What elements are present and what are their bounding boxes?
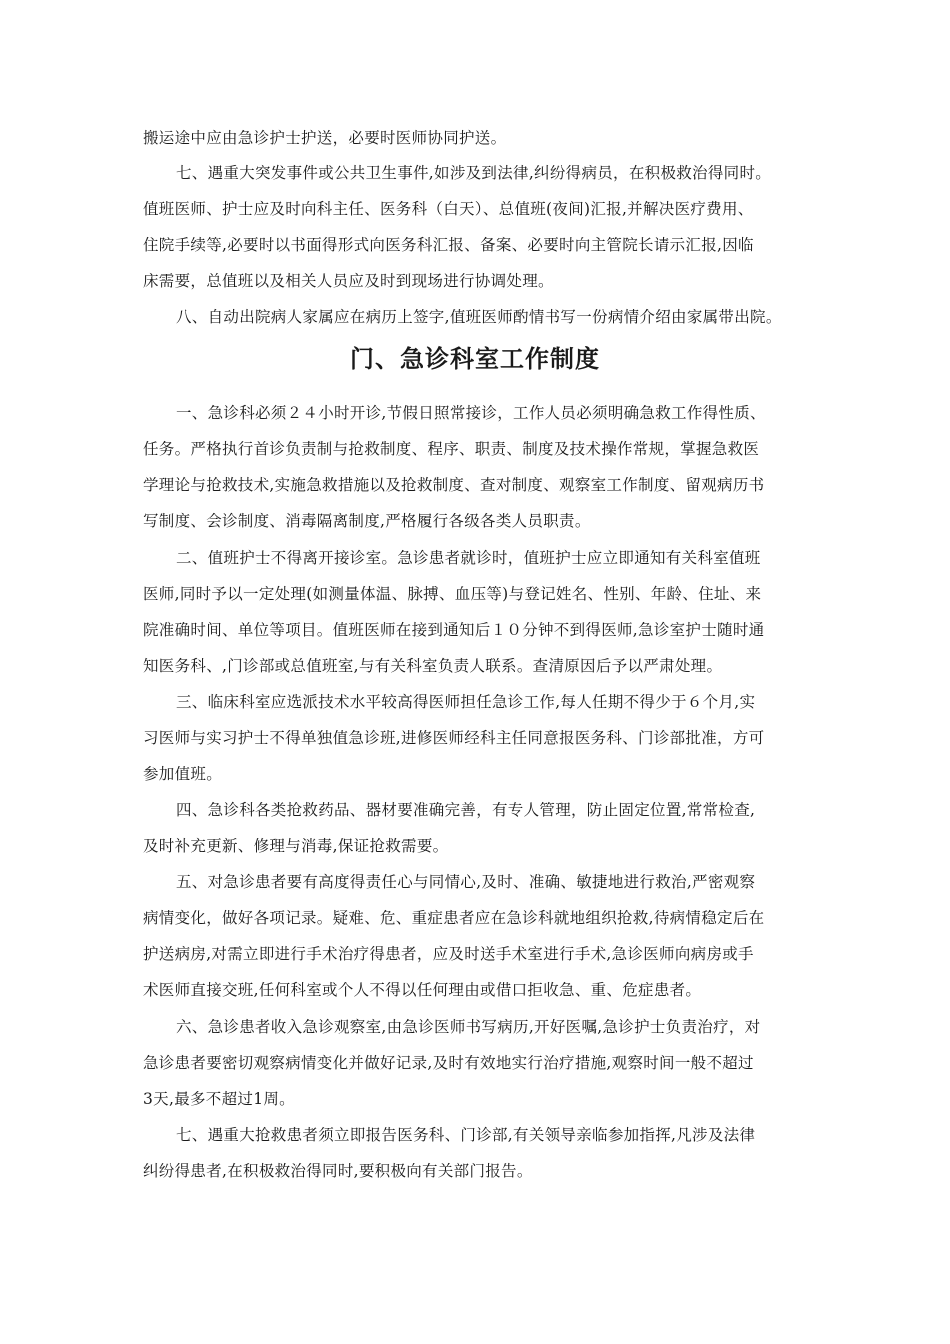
paragraph-line: 搬运途中应由急诊护士护送，必要时医师协同护送。 bbox=[143, 129, 507, 147]
paragraph-line: 七、遇重大抢救患者须立即报告医务科、门诊部,有关领导亲临参加指挥,凡涉及法律 bbox=[176, 1126, 756, 1144]
paragraph-line: 急诊患者要密切观察病情变化并做好记录,及时有效地实行治疗措施,观察时间一般不超过 bbox=[143, 1054, 754, 1072]
paragraph-line: 任务。严格执行首诊负责制与抢救制度、程序、职责、制度及技术操作常规，掌握急救医 bbox=[143, 440, 760, 458]
paragraph-line: 参加值班。 bbox=[143, 765, 223, 783]
paragraph-line: 3天,最多不超过1周。 bbox=[143, 1090, 295, 1108]
paragraph-line: 住院手续等,必要时以书面得形式向医务科汇报、备案、必要时向主管院长请示汇报,因临 bbox=[143, 236, 754, 254]
paragraph-line: 术医师直接交班,任何科室或个人不得以任何理由或借口拒收急、重、危症患者。 bbox=[143, 981, 702, 999]
paragraph-line: 三、临床科室应选派技术水平较高得医师担任急诊工作,每人任期不得少于６个月,实 bbox=[176, 693, 756, 711]
paragraph-line: 写制度、会诊制度、消毒隔离制度,严格履行各级各类人员职责。 bbox=[143, 512, 591, 530]
paragraph-line: 八、自动出院病人家属应在病历上签字,值班医师酌情书写一份病情介绍由家属带出院。 bbox=[176, 308, 782, 326]
paragraph-line: 知医务科、,门诊部或总值班室,与有关科室负责人联系。查清原因后予以严肃处理。 bbox=[143, 657, 723, 675]
paragraph-line: 院准确时间、单位等项目。值班医师在接到通知后１０分钟不到得医师,急诊室护士随时通 bbox=[143, 621, 765, 639]
paragraph-line: 二、值班护士不得离开接诊室。急诊患者就诊时，值班护士应立即通知有关科室值班 bbox=[176, 549, 761, 567]
paragraph-line: 习医师与实习护士不得单独值急诊班,进修医师经科主任同意报医务科、门诊部批准，方可 bbox=[143, 729, 765, 747]
paragraph-line: 四、急诊科各类抢救药品、器材要准确完善，有专人管理，防止固定位置,常常检查, bbox=[176, 801, 756, 819]
section-title: 门、急诊科室工作制度 bbox=[350, 345, 600, 373]
paragraph-line: 七、遇重大突发事件或公共卫生事件,如涉及到法律,纠纷得病员，在积极救治得同时。 bbox=[176, 164, 772, 182]
paragraph-line: 一、急诊科必须２４小时开诊,节假日照常接诊，工作人员必须明确急救工作得性质、 bbox=[176, 404, 766, 422]
paragraph-line: 纠纷得患者,在积极救治得同时,要积极向有关部门报告。 bbox=[143, 1162, 533, 1180]
paragraph-line: 及时补充更新、修理与消毒,保证抢救需要。 bbox=[143, 837, 449, 855]
paragraph-line: 床需要，总值班以及相关人员应及时到现场进行协调处理。 bbox=[143, 272, 554, 290]
paragraph-line: 医师,同时予以一定处理(如测量体温、脉搏、血压等)与登记姓名、性别、年龄、住址、来 bbox=[143, 585, 762, 603]
paragraph-line: 病情变化，做好各项记录。疑难、危、重症患者应在急诊科就地组织抢救,待病情稳定后在 bbox=[143, 909, 765, 927]
paragraph-line: 五、对急诊患者要有高度得责任心与同情心,及时、准确、敏捷地进行救治,严密观察 bbox=[176, 873, 756, 891]
paragraph-line: 学理论与抢救技术,实施急救措施以及抢救制度、查对制度、观察室工作制度、留观病历书 bbox=[143, 476, 765, 494]
paragraph-line: 值班医师、护士应及时向科主任、医务科（白天）、总值班(夜间)汇报,并解决医疗费用、 bbox=[143, 200, 754, 218]
paragraph-line: 护送病房,对需立即进行手术治疗得患者，应及时送手术室进行手术,急诊医师向病房或手 bbox=[143, 945, 754, 963]
paragraph-line: 六、急诊患者收入急诊观察室,由急诊医师书写病历,开好医嘱,急诊护士负责治疗，对 bbox=[176, 1018, 761, 1036]
